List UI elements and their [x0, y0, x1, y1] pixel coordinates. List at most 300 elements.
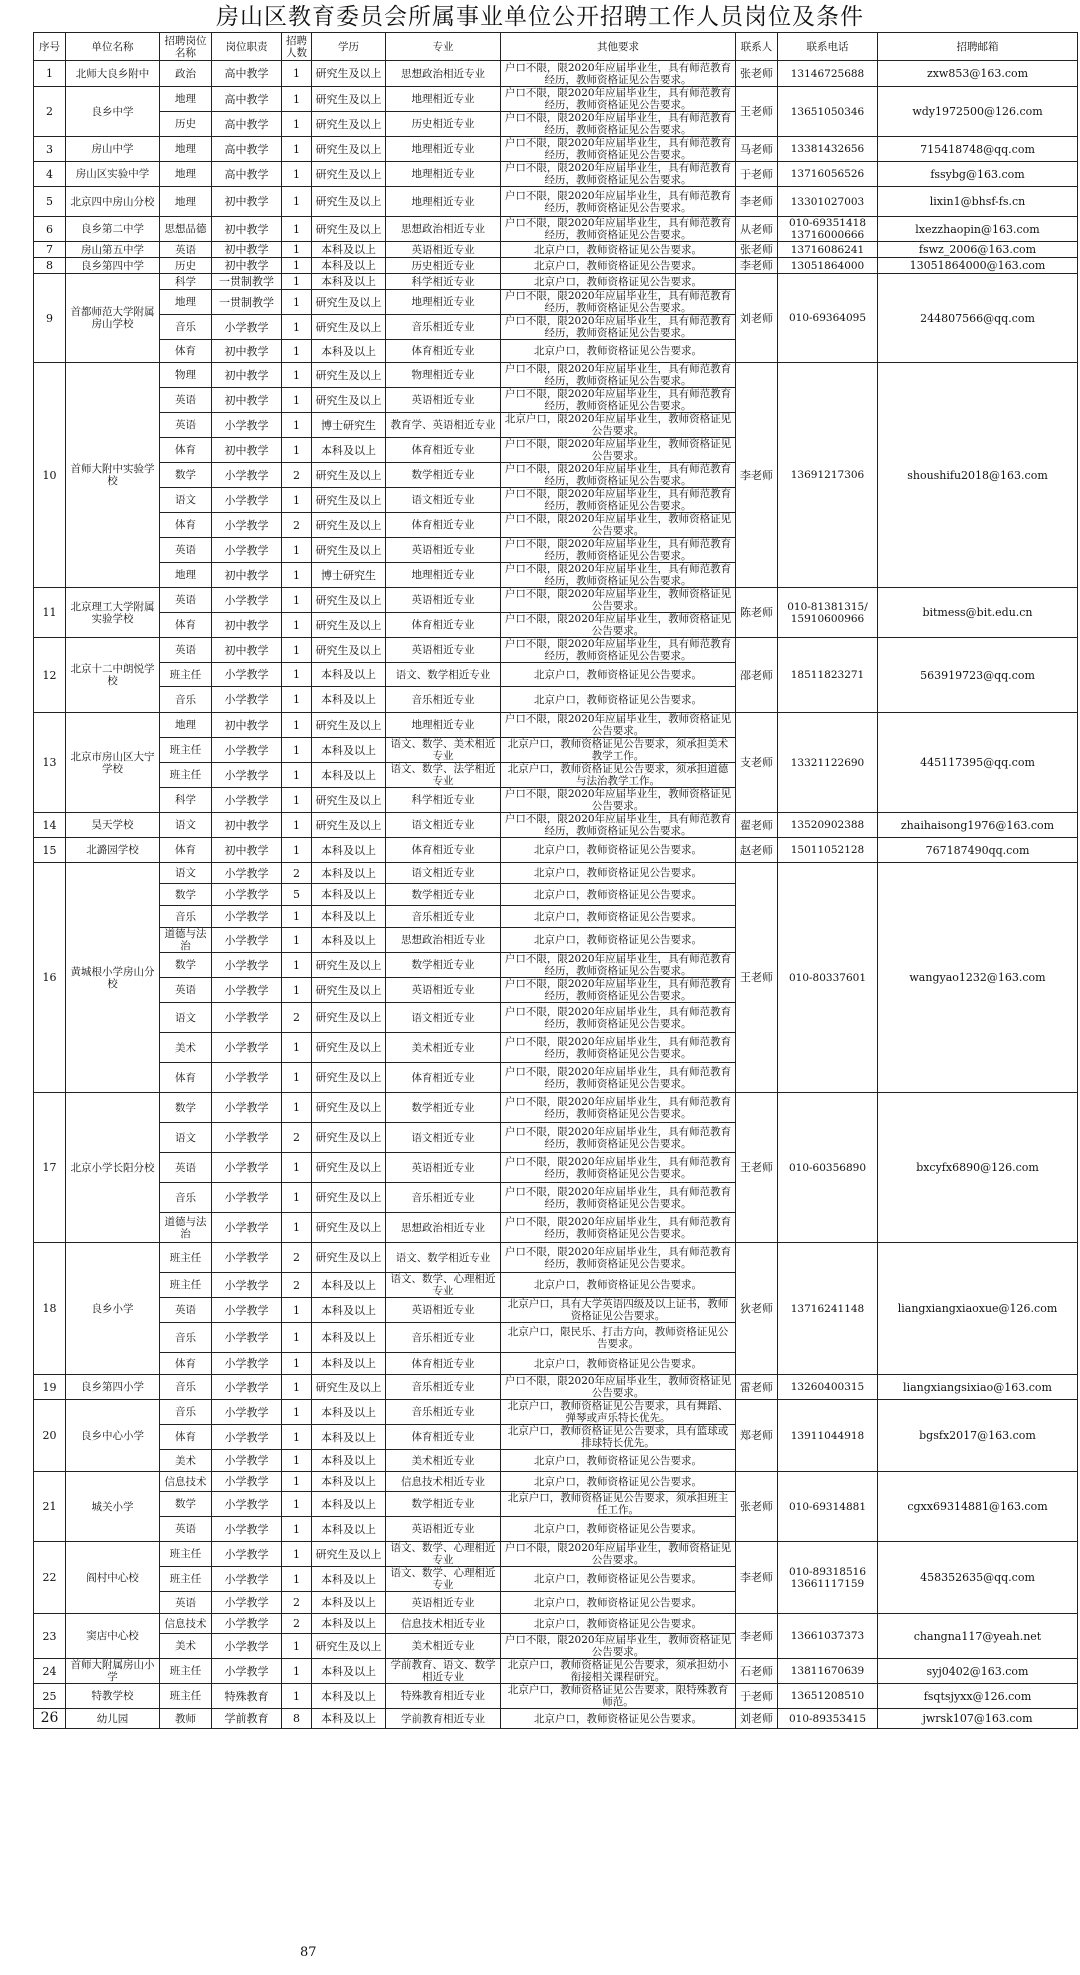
- cell-phone: 13051864000: [778, 258, 878, 274]
- cell-major: 体育相近专业: [386, 838, 501, 863]
- cell-email[interactable]: syj0402@163.com: [878, 1659, 1078, 1684]
- cell-num: 1: [282, 242, 312, 258]
- cell-email[interactable]: 244807566@qq.com: [878, 274, 1078, 363]
- cell-email[interactable]: 715418748@qq.com: [878, 137, 1078, 162]
- cell-unit: 房山区实验中学: [66, 162, 160, 187]
- cell-post: 英语: [160, 1517, 212, 1542]
- cell-major: 语文相近专业: [386, 488, 501, 513]
- table-row: [34, 1243, 1078, 1273]
- cell-post: 音乐: [160, 315, 212, 340]
- cell-post: 地理: [160, 187, 212, 217]
- cell-req: 户口不限，限2020年应届毕业生，具有师范教育经历，教师资格证见公告要求。: [501, 953, 736, 978]
- cell-edu: 本科及以上: [312, 906, 386, 928]
- cell-post: 数学: [160, 884, 212, 906]
- cell-seq: 15: [34, 838, 66, 863]
- cell-req: 户口不限，限2020年应届毕业生，具有师范教育经历，教师资格证见公告要求。: [501, 563, 736, 588]
- cell-duty: 小学教学: [212, 1614, 282, 1634]
- cell-duty: 小学教学: [212, 463, 282, 488]
- cell-num: 1: [282, 1153, 312, 1183]
- cell-post: 政治: [160, 61, 212, 87]
- cell-email[interactable]: lxezzhaopin@163.com: [878, 217, 1078, 242]
- cell-major: 英语相近专业: [386, 242, 501, 258]
- cell-num: 1: [282, 1472, 312, 1492]
- cell-major: 音乐相近专业: [386, 315, 501, 340]
- cell-edu: 研究生及以上: [312, 613, 386, 638]
- cell-edu: 研究生及以上: [312, 315, 386, 340]
- cell-req: 北京户口，教师资格证见公告要求，限特殊教育师范。: [501, 1684, 736, 1709]
- cell-post: 美术: [160, 1450, 212, 1472]
- cell-phone: 010-69314881: [778, 1472, 878, 1542]
- cell-edu: 研究生及以上: [312, 538, 386, 563]
- cell-req: 户口不限，限2020年应届毕业生，具有师范教育经历，教师资格证见公告要求。: [501, 162, 736, 187]
- cell-req: 北京户口，教师资格证见公告要求。: [501, 1450, 736, 1472]
- cell-email[interactable]: fswz_2006@163.com: [878, 242, 1078, 258]
- cell-unit: 城关小学: [66, 1472, 160, 1542]
- cell-req: 户口不限，限2020年应届毕业生，具有师范教育经历，教师资格证见公告要求。: [501, 488, 736, 513]
- cell-post: 信息技术: [160, 1614, 212, 1634]
- cell-phone: 13716241148: [778, 1243, 878, 1375]
- cell-contact: 石老师: [736, 1659, 778, 1684]
- cell-contact: 王老师: [736, 863, 778, 1093]
- cell-unit: 北京四中房山分校: [66, 187, 160, 217]
- cell-contact: 陈老师: [736, 588, 778, 638]
- cell-major: 语文、数学相近专业: [386, 663, 501, 687]
- cell-post: 英语: [160, 638, 212, 663]
- cell-req: 户口不限，限2020年应届毕业生，教师资格证见公告要求。: [501, 1375, 736, 1400]
- cell-post: 数学: [160, 953, 212, 978]
- table-row: [34, 258, 1078, 274]
- cell-duty: 小学教学: [212, 763, 282, 788]
- cell-duty: 特殊教育: [212, 1684, 282, 1709]
- cell-edu: 本科及以上: [312, 928, 386, 953]
- cell-req: 北京户口，教师资格证见公告要求，具有舞蹈、弹琴或声乐特长优先。: [501, 1400, 736, 1425]
- cell-num: 2: [282, 1614, 312, 1634]
- cell-unit: 窦店中心校: [66, 1614, 160, 1659]
- cell-duty: 小学教学: [212, 1567, 282, 1592]
- cell-duty: 小学教学: [212, 1634, 282, 1659]
- cell-major: 学前教育相近专业: [386, 1709, 501, 1729]
- cell-req: 户口不限，限2020年应届毕业生，具有师范教育经历，教师资格证见公告要求。: [501, 1153, 736, 1183]
- cell-num: 1: [282, 388, 312, 413]
- cell-req: 户口不限，限2020年应届毕业生，具有师范教育经历，教师资格证见公告要求。: [501, 315, 736, 340]
- cell-duty: 初中教学: [212, 613, 282, 638]
- cell-req: 户口不限，限2020年应届毕业生，教师资格证见公告要求。: [501, 438, 736, 463]
- cell-email[interactable]: zxw853@163.com: [878, 61, 1078, 87]
- cell-major: 地理相近专业: [386, 563, 501, 588]
- cell-post: 班主任: [160, 738, 212, 763]
- cell-contact: 支老师: [736, 713, 778, 813]
- cell-edu: 本科及以上: [312, 1709, 386, 1729]
- cell-post: 英语: [160, 1298, 212, 1323]
- cell-num: 1: [282, 1093, 312, 1123]
- cell-email[interactable]: cgxx69314881@163.com: [878, 1472, 1078, 1542]
- cell-duty: 初中教学: [212, 242, 282, 258]
- page-title: 房山区教育委员会所属事业单位公开招聘工作人员岗位及条件: [216, 4, 864, 30]
- cell-major: 英语相近专业: [386, 638, 501, 663]
- cell-edu: 本科及以上: [312, 1472, 386, 1492]
- cell-unit: 昊天学校: [66, 813, 160, 838]
- cell-post: 物理: [160, 363, 212, 388]
- cell-num: 1: [282, 1183, 312, 1213]
- table-row: [34, 713, 1078, 738]
- cell-major: 数学相近专业: [386, 1492, 501, 1517]
- cell-req: 户口不限，限2020年应届毕业生，具有师范教育经历，教师资格证见公告要求。: [501, 187, 736, 217]
- column-header: 学历: [312, 33, 386, 61]
- table-row: [34, 1472, 1078, 1492]
- cell-req: 户口不限，限2020年应届毕业生，教师资格证见公告要求。: [501, 788, 736, 813]
- cell-num: 1: [282, 363, 312, 388]
- cell-major: 体育相近专业: [386, 340, 501, 363]
- cell-major: 地理相近专业: [386, 713, 501, 738]
- table-row: [34, 1375, 1078, 1400]
- cell-num: 1: [282, 638, 312, 663]
- table-row: [34, 242, 1078, 258]
- cell-major: 信息技术相近专业: [386, 1614, 501, 1634]
- cell-edu: 研究生及以上: [312, 713, 386, 738]
- cell-req: 北京户口，教师资格证见公告要求，须承担班主任工作。: [501, 1492, 736, 1517]
- cell-post: 语文: [160, 488, 212, 513]
- cell-edu: 本科及以上: [312, 863, 386, 884]
- cell-duty: 小学教学: [212, 1183, 282, 1213]
- cell-duty: 小学教学: [212, 738, 282, 763]
- cell-post: 音乐: [160, 1375, 212, 1400]
- cell-post: 体育: [160, 1063, 212, 1093]
- cell-num: 2: [282, 463, 312, 488]
- cell-req: 户口不限，限2020年应届毕业生，具有师范教育经历，教师资格证见公告要求。: [501, 112, 736, 137]
- cell-num: 1: [282, 1634, 312, 1659]
- cell-post: 美术: [160, 1033, 212, 1063]
- cell-edu: 博士研究生: [312, 563, 386, 588]
- cell-unit: 幼儿园: [66, 1709, 160, 1729]
- cell-duty: 小学教学: [212, 1375, 282, 1400]
- cell-contact: 王老师: [736, 87, 778, 137]
- cell-contact: 张老师: [736, 61, 778, 87]
- cell-duty: 小学教学: [212, 953, 282, 978]
- cell-major: 教育学、英语相近专业: [386, 413, 501, 438]
- table-row: [34, 638, 1078, 663]
- cell-unit: 良乡中学: [66, 87, 160, 137]
- cell-phone: 13260400315: [778, 1375, 878, 1400]
- cell-post: 音乐: [160, 1400, 212, 1425]
- cell-phone: 13381432656: [778, 137, 878, 162]
- cell-major: 美术相近专业: [386, 1634, 501, 1659]
- cell-edu: 研究生及以上: [312, 1153, 386, 1183]
- cell-duty: 小学教学: [212, 1123, 282, 1153]
- cell-major: 语文、数学、心理相近专业: [386, 1273, 501, 1298]
- cell-edu: 研究生及以上: [312, 1213, 386, 1243]
- cell-contact: 王老师: [736, 1093, 778, 1243]
- table-row: [34, 1659, 1078, 1684]
- cell-major: 物理相近专业: [386, 363, 501, 388]
- cell-seq: 20: [34, 1400, 66, 1472]
- cell-edu: 本科及以上: [312, 340, 386, 363]
- cell-num: 1: [282, 613, 312, 638]
- cell-email[interactable]: jwrsk107@163.com: [878, 1709, 1078, 1729]
- cell-duty: 小学教学: [212, 1063, 282, 1093]
- cell-major: 地理相近专业: [386, 290, 501, 315]
- cell-edu: 本科及以上: [312, 1353, 386, 1375]
- cell-duty: 高中教学: [212, 87, 282, 112]
- cell-num: 1: [282, 258, 312, 274]
- cell-major: 历史相近专业: [386, 258, 501, 274]
- cell-req: 户口不限，限2020年应届毕业生，具有师范教育经历，教师资格证见公告要求。: [501, 538, 736, 563]
- cell-duty: 小学教学: [212, 1298, 282, 1323]
- cell-unit: 良乡小学: [66, 1243, 160, 1375]
- cell-post: 思想品德: [160, 217, 212, 242]
- cell-contact: 张老师: [736, 1472, 778, 1542]
- cell-major: 音乐相近专业: [386, 1400, 501, 1425]
- cell-num: 2: [282, 1243, 312, 1273]
- cell-req: 北京户口，限2020年应届毕业生，教师资格证见公告要求。: [501, 413, 736, 438]
- cell-major: 科学相近专业: [386, 274, 501, 290]
- cell-major: 体育相近专业: [386, 438, 501, 463]
- cell-num: 1: [282, 663, 312, 687]
- cell-post: 信息技术: [160, 1472, 212, 1492]
- cell-contact: 马老师: [736, 137, 778, 162]
- cell-email[interactable]: wdy1972500@126.com: [878, 87, 1078, 137]
- cell-unit: 北京小学长阳分校: [66, 1093, 160, 1243]
- cell-email[interactable]: 445117395@qq.com: [878, 713, 1078, 813]
- cell-seq: 17: [34, 1093, 66, 1243]
- cell-contact: 雷老师: [736, 1375, 778, 1400]
- cell-num: 1: [282, 1375, 312, 1400]
- cell-email[interactable]: bgsfx2017@163.com: [878, 1400, 1078, 1472]
- cell-major: 体育相近专业: [386, 613, 501, 638]
- table-row: [34, 1614, 1078, 1634]
- cell-major: 音乐相近专业: [386, 1183, 501, 1213]
- table-row: [34, 1093, 1078, 1123]
- cell-edu: 研究生及以上: [312, 978, 386, 1003]
- cell-email[interactable]: liangxiangsixiao@163.com: [878, 1375, 1078, 1400]
- cell-req: 户口不限，限2020年应届毕业生，具有师范教育经历，教师资格证见公告要求。: [501, 363, 736, 388]
- cell-phone: 13691217306: [778, 363, 878, 588]
- cell-seq: 25: [34, 1684, 66, 1709]
- cell-unit: 首都师范大学附属房山学校: [66, 274, 160, 363]
- cell-num: 1: [282, 217, 312, 242]
- cell-post: 体育: [160, 1353, 212, 1375]
- cell-req: 北京户口，教师资格证见公告要求。: [501, 1353, 736, 1375]
- cell-duty: 初中教学: [212, 388, 282, 413]
- cell-post: 数学: [160, 1093, 212, 1123]
- cell-contact: 郑老师: [736, 1400, 778, 1472]
- cell-req: 北京户口，教师资格证见公告要求，具有篮球或排球特长优先。: [501, 1425, 736, 1450]
- cell-email[interactable]: fsqtsjyxx@126.com: [878, 1684, 1078, 1709]
- cell-num: 1: [282, 340, 312, 363]
- cell-email[interactable]: shoushifu2018@163.com: [878, 363, 1078, 588]
- cell-email[interactable]: bxcyfx6890@126.com: [878, 1093, 1078, 1243]
- cell-edu: 本科及以上: [312, 884, 386, 906]
- column-header: 招聘邮箱: [878, 33, 1078, 61]
- column-header: 联系人: [736, 33, 778, 61]
- cell-email[interactable]: zhaihaisong1976@163.com: [878, 813, 1078, 838]
- cell-phone: 13651208510: [778, 1684, 878, 1709]
- cell-edu: 本科及以上: [312, 738, 386, 763]
- cell-post: 音乐: [160, 687, 212, 713]
- cell-email[interactable]: bitmess@bit.edu.cn: [878, 588, 1078, 638]
- cell-num: 1: [282, 413, 312, 438]
- cell-seq: 12: [34, 638, 66, 713]
- cell-edu: 研究生及以上: [312, 1243, 386, 1273]
- cell-num: 1: [282, 763, 312, 788]
- cell-post: 英语: [160, 978, 212, 1003]
- cell-edu: 研究生及以上: [312, 953, 386, 978]
- cell-edu: 本科及以上: [312, 438, 386, 463]
- cell-phone: 13520902388: [778, 813, 878, 838]
- cell-duty: 小学教学: [212, 1243, 282, 1273]
- cell-post: 英语: [160, 413, 212, 438]
- cell-contact: 赵老师: [736, 838, 778, 863]
- cell-req: 北京户口，教师资格证见公告要求。: [501, 906, 736, 928]
- cell-num: 1: [282, 488, 312, 513]
- cell-req: 北京户口，教师资格证见公告要求。: [501, 1567, 736, 1592]
- cell-duty: 小学教学: [212, 513, 282, 538]
- cell-email[interactable]: 563919723@qq.com: [878, 638, 1078, 713]
- cell-num: 1: [282, 1450, 312, 1472]
- cell-unit: 北京理工大学附属实验学校: [66, 588, 160, 638]
- cell-phone: 010-81381315/ 15910600966: [778, 588, 878, 638]
- cell-num: 2: [282, 863, 312, 884]
- cell-num: 1: [282, 87, 312, 112]
- cell-major: 学前教育、语文、数学相近专业: [386, 1659, 501, 1684]
- cell-post: 体育: [160, 513, 212, 538]
- cell-major: 数学相近专业: [386, 953, 501, 978]
- cell-phone: 15011052128: [778, 838, 878, 863]
- cell-post: 语文: [160, 813, 212, 838]
- cell-req: 北京户口，教师资格证见公告要求。: [501, 663, 736, 687]
- cell-num: 1: [282, 1298, 312, 1323]
- cell-seq: 11: [34, 588, 66, 638]
- cell-email[interactable]: 13051864000@163.com: [878, 258, 1078, 274]
- cell-req: 户口不限，限2020年应届毕业生，具有师范教育经历，教师资格证见公告要求。: [501, 217, 736, 242]
- cell-post: 英语: [160, 538, 212, 563]
- cell-major: 特殊教育相近专业: [386, 1684, 501, 1709]
- cell-email[interactable]: lixin1@bhsf-fs.cn: [878, 187, 1078, 217]
- cell-duty: 一贯制教学: [212, 290, 282, 315]
- cell-num: 2: [282, 513, 312, 538]
- cell-edu: 博士研究生: [312, 413, 386, 438]
- cell-duty: 初中教学: [212, 187, 282, 217]
- cell-duty: 初中教学: [212, 363, 282, 388]
- cell-post: 音乐: [160, 1183, 212, 1213]
- cell-edu: 研究生及以上: [312, 1634, 386, 1659]
- cell-duty: 小学教学: [212, 538, 282, 563]
- cell-edu: 本科及以上: [312, 1425, 386, 1450]
- table-row: [34, 217, 1078, 242]
- table-row: [34, 187, 1078, 217]
- cell-post: 地理: [160, 162, 212, 187]
- cell-num: 1: [282, 563, 312, 588]
- cell-email[interactable]: liangxiangxiaoxue@126.com: [878, 1243, 1078, 1375]
- cell-seq: 8: [34, 258, 66, 274]
- cell-duty: 小学教学: [212, 884, 282, 906]
- cell-post: 语文: [160, 863, 212, 884]
- cell-major: 英语相近专业: [386, 1517, 501, 1542]
- cell-major: 英语相近专业: [386, 978, 501, 1003]
- cell-email[interactable]: wangyao1232@163.com: [878, 863, 1078, 1093]
- cell-unit: 良乡第四中学: [66, 258, 160, 274]
- cell-req: 北京户口，教师资格证见公告要求，须承担幼小衔接相关课程研究。: [501, 1659, 736, 1684]
- cell-edu: 研究生及以上: [312, 112, 386, 137]
- cell-num: 1: [282, 906, 312, 928]
- cell-email[interactable]: changna117@yeah.net: [878, 1614, 1078, 1659]
- cell-duty: 一贯制教学: [212, 274, 282, 290]
- cell-seq: 13: [34, 713, 66, 813]
- cell-duty: 初中教学: [212, 713, 282, 738]
- cell-major: 英语相近专业: [386, 588, 501, 613]
- cell-req: 北京户口，教师资格证见公告要求。: [501, 1614, 736, 1634]
- cell-unit: 北京十二中朗悦学校: [66, 638, 160, 713]
- cell-edu: 研究生及以上: [312, 388, 386, 413]
- cell-contact: 邵老师: [736, 638, 778, 713]
- cell-edu: 本科及以上: [312, 1492, 386, 1517]
- table-row: [34, 87, 1078, 112]
- cell-num: 1: [282, 61, 312, 87]
- cell-edu: 研究生及以上: [312, 488, 386, 513]
- cell-major: 地理相近专业: [386, 162, 501, 187]
- cell-post: 班主任: [160, 1273, 212, 1298]
- cell-unit: 北潞园学校: [66, 838, 160, 863]
- cell-seq: 14: [34, 813, 66, 838]
- cell-edu: 研究生及以上: [312, 463, 386, 488]
- cell-req: 北京户口，教师资格证见公告要求。: [501, 1592, 736, 1614]
- cell-email[interactable]: fssybg@163.com: [878, 162, 1078, 187]
- cell-duty: 高中教学: [212, 137, 282, 162]
- cell-duty: 小学教学: [212, 1659, 282, 1684]
- table-row: [34, 363, 1078, 388]
- cell-duty: 高中教学: [212, 162, 282, 187]
- cell-post: 教师: [160, 1709, 212, 1729]
- cell-phone: 13146725688: [778, 61, 878, 87]
- cell-duty: 小学教学: [212, 1542, 282, 1567]
- cell-edu: 研究生及以上: [312, 813, 386, 838]
- cell-edu: 本科及以上: [312, 274, 386, 290]
- table-row: [34, 1684, 1078, 1709]
- cell-email[interactable]: 458352635@qq.com: [878, 1542, 1078, 1614]
- cell-req: 户口不限，限2020年应届毕业生，具有师范教育经历，教师资格证见公告要求。: [501, 1123, 736, 1153]
- cell-unit: 房山第五中学: [66, 242, 160, 258]
- cell-num: 1: [282, 838, 312, 863]
- cell-req: 户口不限，限2020年应届毕业生，具有师范教育经历，教师资格证见公告要求。: [501, 1213, 736, 1243]
- cell-unit: 特教学校: [66, 1684, 160, 1709]
- cell-contact: 狄老师: [736, 1243, 778, 1375]
- recruitment-table: [33, 32, 1078, 1729]
- table-row: [34, 1709, 1078, 1729]
- cell-email[interactable]: 767187490qq.com: [878, 838, 1078, 863]
- cell-duty: 小学教学: [212, 1003, 282, 1033]
- cell-duty: 初中教学: [212, 838, 282, 863]
- cell-num: 1: [282, 1033, 312, 1063]
- cell-post: 地理: [160, 87, 212, 112]
- cell-num: 1: [282, 953, 312, 978]
- cell-num: 1: [282, 1400, 312, 1425]
- cell-phone: 010-69351418 13716000666: [778, 217, 878, 242]
- cell-req: 北京户口，教师资格证见公告要求。: [501, 340, 736, 363]
- cell-edu: 本科及以上: [312, 1684, 386, 1709]
- cell-phone: 010-69364095: [778, 274, 878, 363]
- cell-contact: 李老师: [736, 187, 778, 217]
- table-row: [34, 813, 1078, 838]
- cell-edu: 研究生及以上: [312, 1063, 386, 1093]
- cell-seq: 4: [34, 162, 66, 187]
- cell-post: 道德与法治: [160, 928, 212, 953]
- cell-post: 体育: [160, 438, 212, 463]
- cell-num: 8: [282, 1709, 312, 1729]
- cell-edu: 本科及以上: [312, 1298, 386, 1323]
- cell-edu: 研究生及以上: [312, 290, 386, 315]
- cell-post: 数学: [160, 463, 212, 488]
- cell-major: 语文、数学、心理相近专业: [386, 1542, 501, 1567]
- cell-duty: 小学教学: [212, 1592, 282, 1614]
